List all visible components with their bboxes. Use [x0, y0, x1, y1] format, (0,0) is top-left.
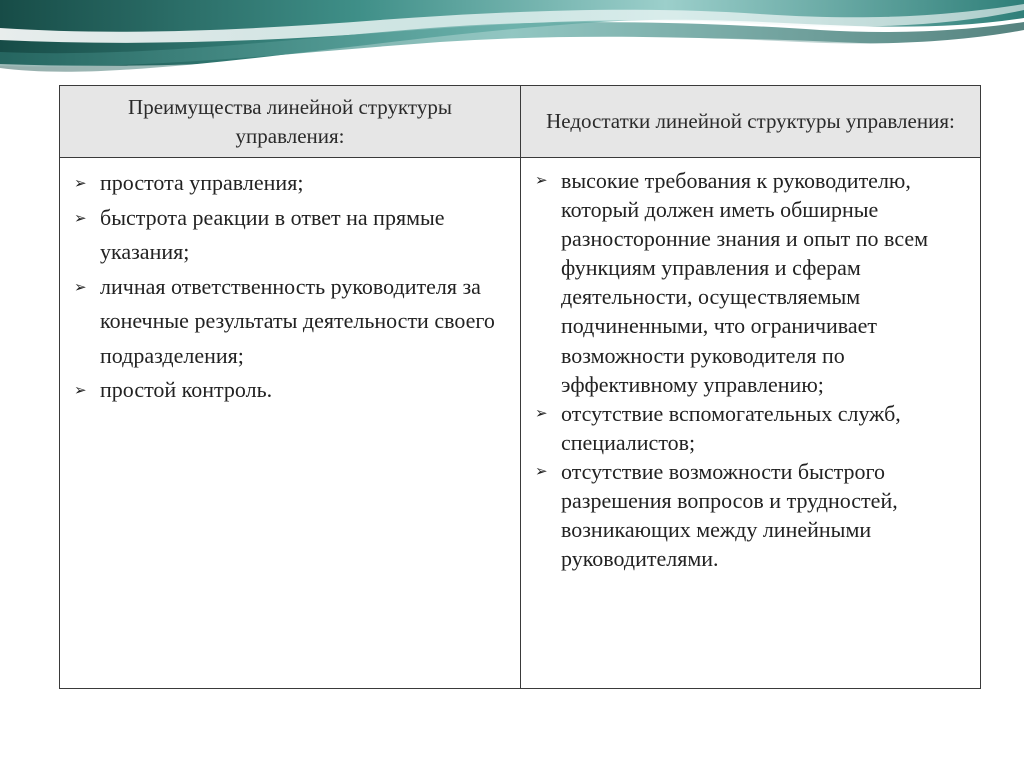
arrowhead-bullet-icon: ➢	[535, 461, 548, 480]
list-item-text: высокие требования к руководителю, который должен иметь обширные разносторонние знания и опыт по всем функциям управления и сферам деятельности, осуществляемым подчиненными, что ограничивает возможности руководителя по эффективному управлению;	[561, 168, 929, 397]
disadvantages-header-text: Недостатки линейной структуры управления:	[546, 109, 955, 133]
arrowhead-bullet-icon: ➢	[535, 403, 548, 422]
disadvantages-header	[521, 86, 980, 158]
arrowhead-bullet-icon: ➢	[74, 381, 87, 399]
wave-decoration-icon	[0, 0, 1024, 80]
list-item-text: простота управления;	[100, 170, 304, 195]
list-item-text: быстрота реакции в ответ на прямые указания;	[100, 204, 445, 264]
arrowhead-bullet-icon: ➢	[74, 208, 87, 227]
header-wave-banner	[0, 0, 1024, 80]
list-item	[74, 166, 510, 201]
advantages-list	[74, 166, 510, 408]
advantages-header	[60, 86, 521, 158]
list-item	[74, 270, 510, 374]
comparison-table	[59, 85, 981, 689]
list-item	[535, 166, 970, 399]
advantages-cell	[60, 158, 521, 688]
disadvantages-cell	[521, 158, 980, 688]
arrowhead-bullet-icon: ➢	[535, 171, 548, 189]
list-item-text: простой контроль.	[100, 377, 273, 402]
arrowhead-bullet-icon: ➢	[74, 174, 87, 192]
disadvantages-list	[535, 166, 970, 573]
list-item	[74, 201, 510, 270]
list-item-text: отсутствие вспомогательных служб, специалистов;	[561, 400, 901, 455]
arrowhead-bullet-icon: ➢	[74, 277, 87, 296]
advantages-header-text: Преимущества линейной структуры управления:	[128, 94, 452, 148]
list-item-text: отсутствие возможности быстрого разрешения вопросов и трудностей, возникающих между линейными руководителями.	[561, 458, 898, 572]
list-item-text: личная ответственность руководителя за конечные результаты деятельности своего подразделения;	[100, 273, 495, 368]
list-item	[74, 373, 510, 408]
list-item	[535, 457, 970, 573]
list-item	[535, 399, 970, 457]
